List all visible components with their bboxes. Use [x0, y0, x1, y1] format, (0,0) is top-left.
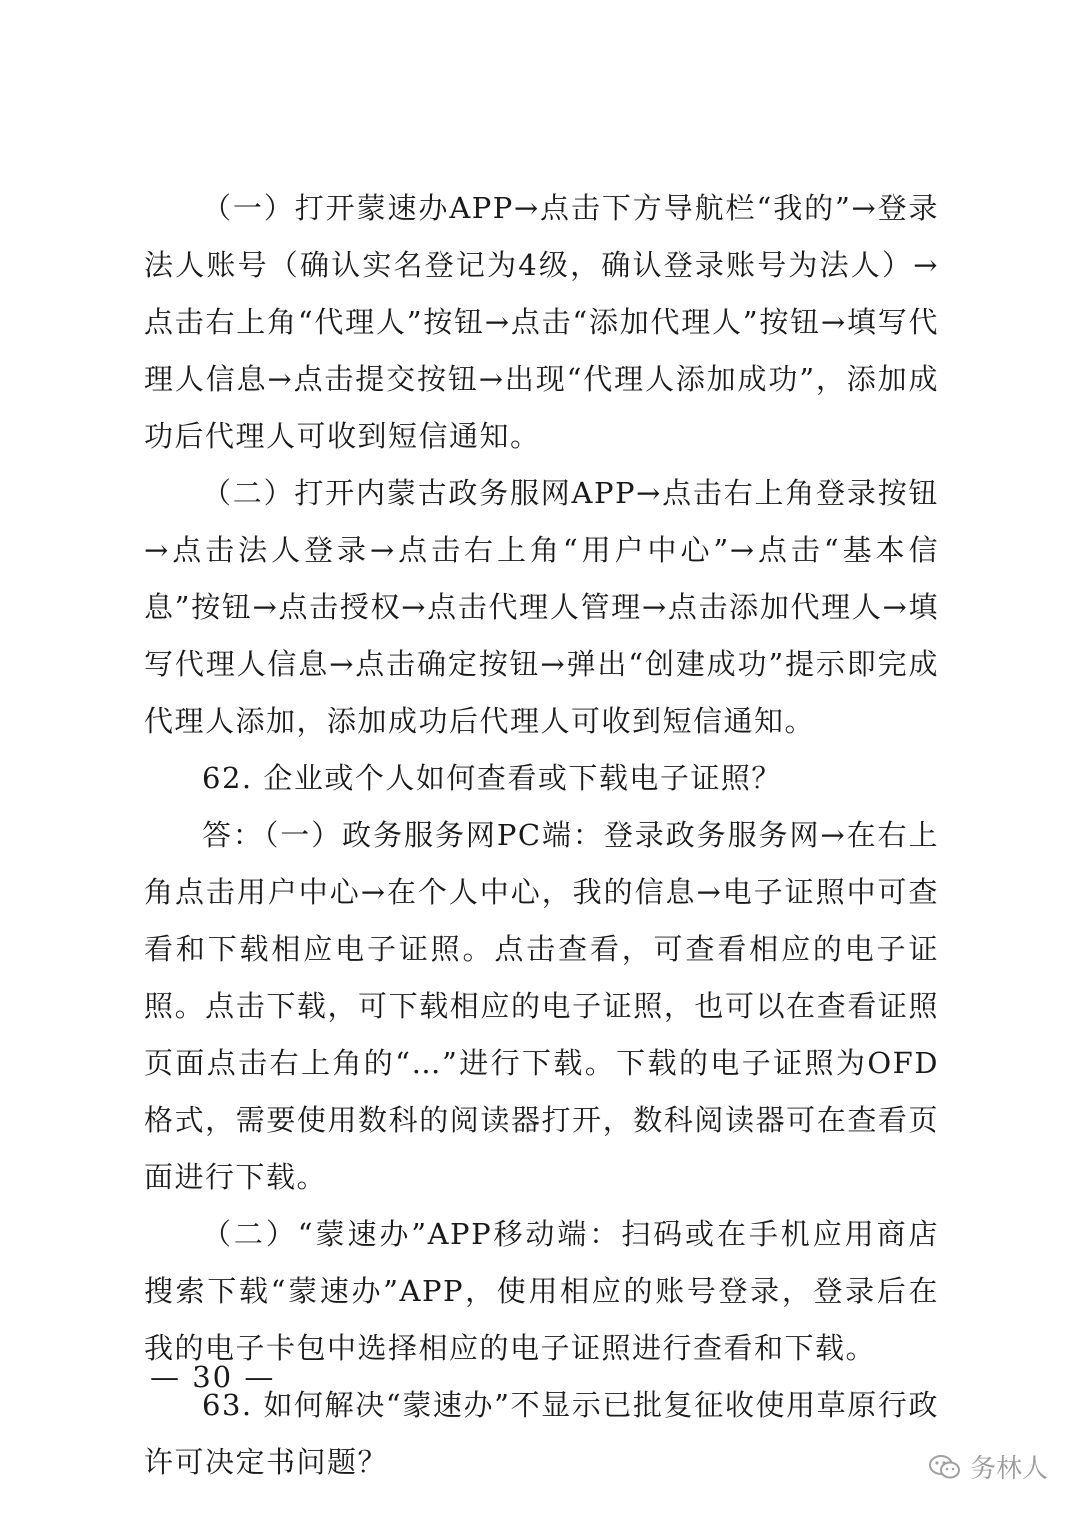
question-63: 63. 如何解决“蒙速办”不显示已批复征收使用草原行政许可决定书问题？ [144, 1388, 939, 1479]
body-text [144, 180, 939, 1491]
answer-62-pc: 答：（一）政务服务网PC端：登录政务服务网→在右上角点击用户中心→在个人中心，我的信息→电子证照中可查看和下载相应电子证照。点击查看，可查看相应的电子证照。点击下载，可下载相应的电子证照，也可以在查看证照页面点击右上角的“…”进行下载。下载的电子证照为OFD格式，需要使用数科的阅读器打开，数科阅读器可在查看页面进行下载。 [144, 818, 939, 1194]
wechat-icon [928, 1453, 962, 1481]
watermark [928, 1448, 1048, 1485]
paragraph-agent-web-steps: （二）打开内蒙古政务服网APP→点击右上角登录按钮→点击法人登录→点击右上角“用户中心”→点击“基本信息”按钮→点击授权→点击代理人管理→点击添加代理人→填写代理人信息→点击确定按钮→弹出“创建成功”提示即完成代理人添加，添加成功后代理人可收到短信通知。 [144, 476, 939, 738]
question-62: 62. 企业或个人如何查看或下载电子证照？ [202, 761, 782, 795]
answer-62-mobile: （二）“蒙速办”APP移动端：扫码或在手机应用商店搜索下载“蒙速办”APP，使用相应的账号登录，登录后在我的电子卡包中选择相应的电子证照进行查看和下载。 [144, 1217, 939, 1365]
watermark-label: 务林人 [969, 1454, 1048, 1484]
paragraph-agent-app-steps: （一）打开蒙速办APP→点击下方导航栏“我的”→登录法人账号（确认实名登记为4级，确认登录账号为法人）→点击右上角“代理人”按钮→点击“添加代理人”按钮→填写代理人信息→点击提交按钮→出现“代理人添加成功”，添加成功后代理人可收到短信通知。 [144, 191, 939, 453]
page-number: — 30 — [150, 1360, 276, 1394]
